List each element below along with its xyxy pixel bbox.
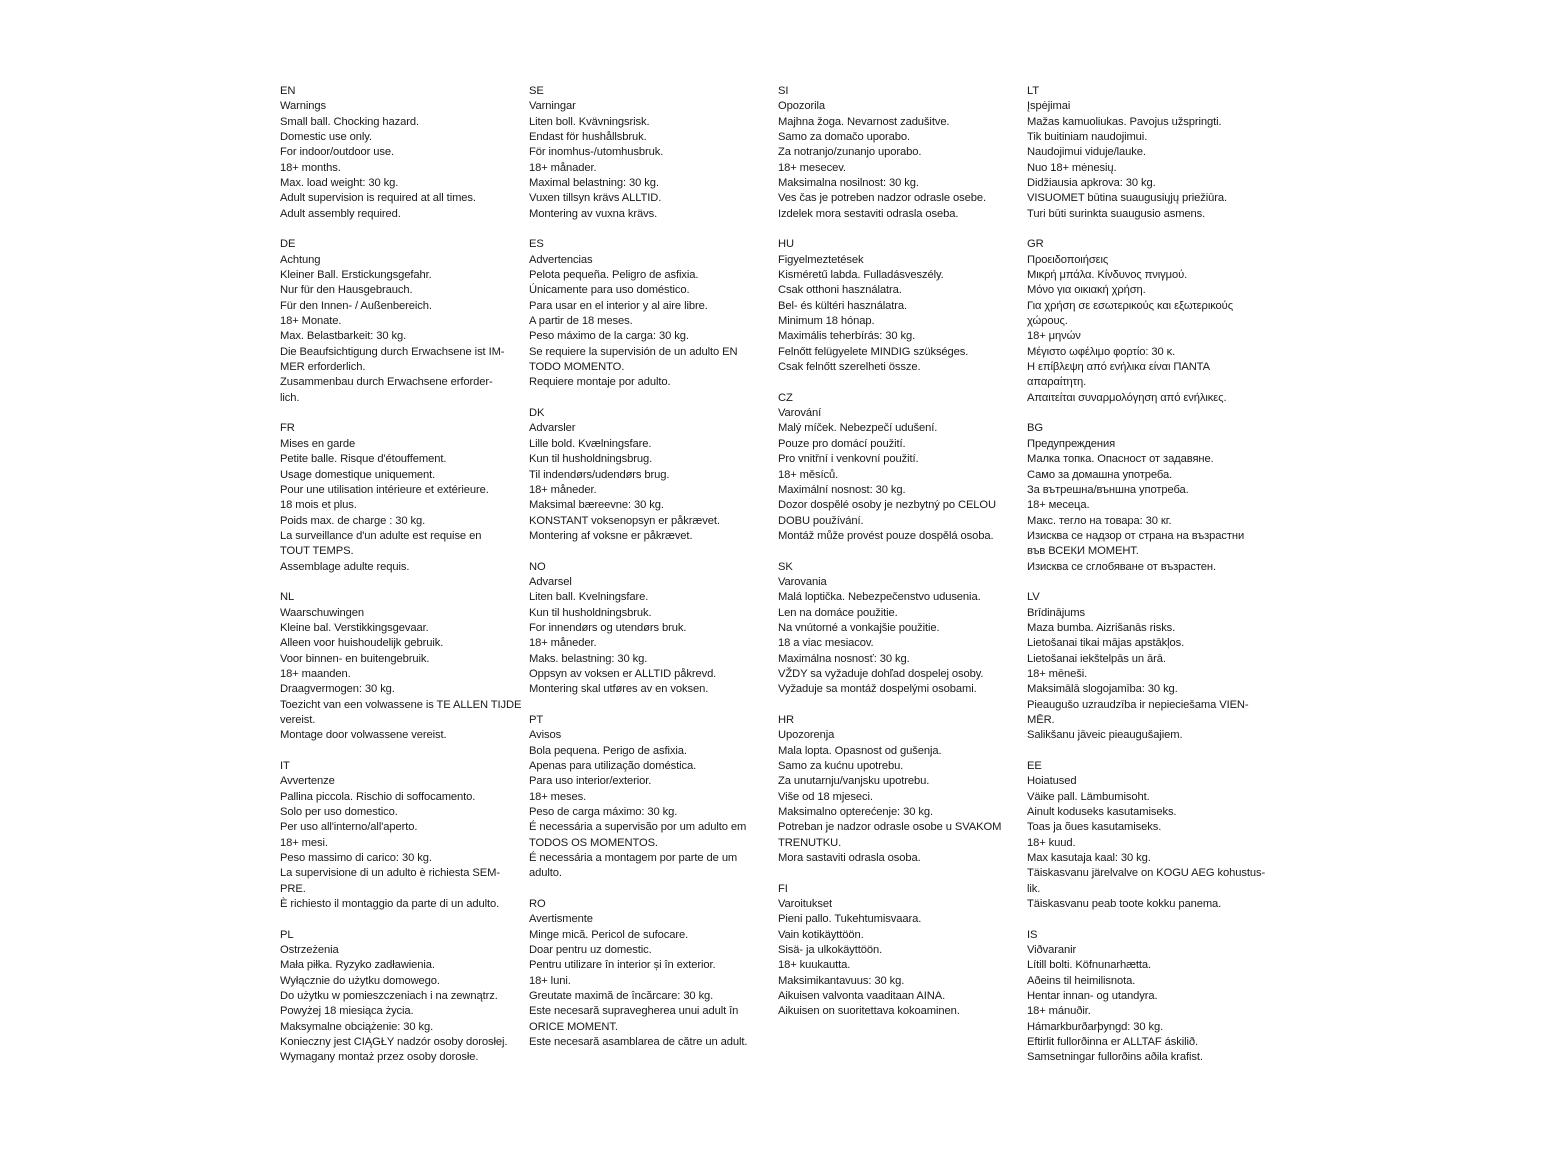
warning-line: La supervisione di un adulto è richiesta SEM- (280, 867, 500, 880)
warning-line: TRENUTKU. (778, 836, 842, 849)
language-code: LT (1027, 85, 1040, 97)
warning-line: Doar pentru uz domestic. (529, 944, 652, 957)
warning-line: Kleiner Ball. Erstickungsgefahr. (280, 269, 432, 282)
warning-line: Mora sastaviti odrasla osoba. (778, 852, 921, 864)
warning-line: Μέγιστο ωφέλιμο φορτίο: 30 κ. (1027, 345, 1176, 358)
warning-line: 18+ luni. (529, 974, 571, 987)
warning-line: For innendørs og utendørs bruk. (529, 621, 687, 634)
language-block-is (1027, 928, 1267, 1066)
warning-line: Pro vnitřní i venkovní použití. (778, 453, 919, 466)
warning-heading: Brīdinājums (1027, 606, 1085, 619)
warning-line: Maksimalno opterećenje: 30 kg. (778, 805, 933, 818)
language-block-fi (778, 882, 1018, 1020)
warning-line: Konieczny jest CIĄGŁY nadzór osoby dorosłej. (280, 1036, 508, 1049)
language-block-gr (1027, 237, 1267, 406)
warning-line: Više od 18 mjeseci. (778, 790, 873, 803)
warning-line: χώρους. (1027, 315, 1068, 328)
warning-line: Väike pall. Lämbumisoht. (1027, 790, 1150, 803)
warning-line: For indoor/outdoor use. (280, 146, 394, 159)
language-block-hu (778, 237, 1018, 375)
warning-line: Oppsyn av voksen er ALLTID påkrevd. (529, 667, 717, 680)
warning-line: Maksimālā slogojamība: 30 kg. (1027, 683, 1178, 696)
warning-heading: Avvertenze (280, 775, 335, 788)
warning-line: Eftirlit fullorðinna er ALLTAF áskilið. (1027, 1036, 1199, 1049)
language-code: PL (280, 928, 294, 941)
warning-line: Csak felnőtt szerelheti össze. (778, 361, 921, 374)
warning-line: Maximálna nosnosť: 30 kg. (778, 652, 910, 665)
warning-line: Sisä- ja ulkokäyttöön. (778, 944, 883, 957)
warning-line: Peso máximo de la carga: 30 kg. (529, 330, 689, 343)
language-code: CZ (778, 391, 793, 404)
warning-line: Maks. belastning: 30 kg. (529, 652, 648, 665)
warning-heading: Varovania (778, 575, 827, 588)
warning-line: Domestic use only. (280, 131, 372, 144)
warning-line: Didžiausia apkrova: 30 kg. (1027, 177, 1156, 190)
warning-line: Απαιτείται συναρμολόγηση από ενήλικες. (1027, 391, 1227, 404)
warning-line: Powyżej 18 miesiąca życia. (280, 1005, 414, 1018)
language-code: DE (280, 238, 296, 251)
language-block-es (529, 237, 769, 390)
language-code: LV (1027, 591, 1040, 604)
warning-line: Samsetningar fullorðins aðila krafist. (1027, 1051, 1203, 1064)
language-code: RO (529, 897, 546, 910)
warning-line: 18+ månader. (529, 161, 597, 174)
warning-line: Wyłącznie do użytku domowego. (280, 974, 440, 987)
warning-line: Endast för hushållsbruk. (529, 131, 647, 144)
language-code: HU (778, 238, 794, 251)
language-block-cz (778, 391, 1018, 544)
warning-line: Per uso all'interno/all'aperto. (280, 821, 418, 834)
warning-line: Len na domáce použitie. (778, 606, 898, 619)
warning-line: 18+ maanden. (280, 667, 351, 680)
warning-line: Nur für den Hausgebrauch. (280, 284, 413, 297)
language-code: PT (529, 713, 544, 726)
warning-line: Draagvermogen: 30 kg. (280, 683, 395, 696)
warning-line: 18+ meses. (529, 790, 587, 803)
warning-line: Montering av vuxna krävs. (529, 207, 658, 220)
language-code: ES (529, 238, 544, 251)
warning-line: Hentar innan- og utandyra. (1027, 990, 1158, 1003)
warning-heading: Avisos (529, 729, 562, 742)
warning-line: Pour une utilisation intérieure et extérieure. (280, 483, 489, 496)
language-code: BG (1027, 422, 1043, 435)
warning-line: Samo za domačo uporabo. (778, 131, 911, 144)
warning-line: Kun til husholdningsbrug. (529, 453, 653, 466)
warning-line: Malý míček. Nebezpečí udušení. (778, 422, 938, 435)
warning-line: Montering af voksne er påkrævet. (529, 529, 693, 542)
warning-line: Solo per uso domestico. (280, 805, 398, 818)
language-code: SI (778, 85, 789, 97)
warning-line: Mała piłka. Ryzyko zadławienia. (280, 959, 435, 972)
warning-line: 18+ months. (280, 161, 341, 174)
language-code: IT (280, 759, 290, 772)
warning-line: Lietošanai iekštelpās un ārā. (1027, 652, 1166, 665)
warning-heading: Upozorenja (778, 729, 835, 742)
language-block-it (280, 759, 520, 912)
warning-line: Toezicht van een volwassene is TE ALLEN TIJDE (280, 698, 522, 711)
language-code: GR (1027, 238, 1044, 251)
warning-line: Para uso interior/exterior. (529, 775, 652, 788)
language-block-dk (529, 406, 769, 544)
warning-line: Únicamente para uso doméstico. (529, 284, 690, 297)
warning-line: Lítill bolti. Köfnunarhætta. (1027, 959, 1152, 972)
warning-line: Max. load weight: 30 kg. (280, 177, 399, 190)
language-block-ee (1027, 759, 1267, 912)
warning-line: Za notranjo/zunanjo uporabo. (778, 146, 922, 159)
language-code: FR (280, 422, 295, 435)
language-block-bg (1027, 421, 1267, 574)
warning-line: MĒR. (1027, 713, 1055, 726)
warning-line: 18+ kuud. (1027, 836, 1076, 849)
warning-line: Lietošanai tikai mājas apstākļos. (1027, 637, 1185, 650)
warning-line: Salikšanu jāveic pieaugušajiem. (1027, 729, 1183, 742)
language-block-lv (1027, 590, 1267, 743)
column-4 (1027, 84, 1267, 1081)
warning-line: Csak otthoni használatra. (778, 284, 902, 297)
warning-line: Kun til husholdningsbruk. (529, 606, 652, 619)
language-block-en (280, 84, 520, 222)
warning-line: Zusammenbau durch Erwachsene erforder- (280, 376, 493, 389)
warning-heading: Advarsel (529, 575, 572, 588)
warning-line: Hámarkburðarþyngd: 30 kg. (1027, 1020, 1164, 1033)
language-code: SE (529, 85, 544, 97)
language-block-ro (529, 897, 769, 1050)
warning-line: Pouze pro domácí použití. (778, 437, 906, 450)
warning-line: Montáž může provést pouze dospělá osoba. (778, 529, 994, 542)
warning-line: Само за домашна употреба. (1027, 468, 1173, 481)
language-block-lt (1027, 84, 1267, 222)
warning-line: Wymagany montaż przez osoby dorosłe. (280, 1051, 479, 1064)
warning-line: Vyžaduje sa montáž dospelými osobami. (778, 683, 977, 696)
warning-line: Η επίβλεψη από ενήλικα είναι ΠΑΝΤΑ (1027, 361, 1210, 374)
warning-line: Tik buitiniam naudojimui. (1027, 131, 1148, 144)
warning-line: É necessária a supervisão por um adulto em (529, 821, 747, 834)
warning-line: Μικρή μπάλα. Κίνδυνος πνιγμού. (1027, 269, 1188, 282)
warning-line: Peso massimo di carico: 30 kg. (280, 852, 432, 864)
warning-line: Do użytku w pomieszczeniach i na zewnątrz. (280, 990, 498, 1003)
warning-line: 18+ měsíců. (778, 468, 839, 481)
warning-line: Maximal belastning: 30 kg. (529, 177, 659, 190)
warning-line: Majhna žoga. Nevarnost zadušitve. (778, 115, 950, 128)
language-block-fr (280, 421, 520, 574)
warning-line: Naudojimui viduje/lauke. (1027, 146, 1146, 159)
warning-line: ORICE MOMENT. (529, 1020, 618, 1033)
warning-heading: Προειδοποιήσεις (1027, 253, 1109, 266)
warning-heading: Viðvaranir (1027, 944, 1077, 957)
warning-line: Aikuisen on suoritettava kokoaminen. (778, 1005, 960, 1018)
language-code: NO (529, 560, 546, 573)
language-block-no (529, 560, 769, 698)
warning-line: Μόνο για οικιακή χρήση. (1027, 284, 1146, 297)
language-block-pt (529, 713, 769, 882)
warning-line: Izdelek mora sestaviti odrasla oseba. (778, 207, 959, 220)
warning-line: Minge mică. Pericol de sufocare. (529, 928, 689, 941)
warning-heading: Advarsler (529, 422, 576, 435)
warning-line: DOBU používání. (778, 514, 864, 527)
warning-heading: Figyelmeztetések (778, 253, 864, 266)
warning-line: Felnőtt felügyelete MINDIG szükséges. (778, 345, 969, 358)
warning-line: Pentru utilizare în interior și în exterior. (529, 959, 716, 972)
warning-line: Montering skal utføres av en voksen. (529, 683, 709, 696)
language-code: DK (529, 407, 545, 420)
warning-line: 18+ Monate. (280, 315, 342, 328)
warning-line: È richiesto il montaggio da parte di un adulto. (280, 898, 500, 911)
warning-line: MER erforderlich. (280, 361, 366, 374)
warning-line: 18 a viac mesiacov. (778, 637, 874, 650)
language-code: FI (778, 882, 788, 895)
warning-line: Lille bold. Kvælningsfare. (529, 437, 652, 450)
warning-line: VISUOMET būtina suaugusiųjų priežiūra. (1027, 192, 1227, 205)
language-block-pl (280, 928, 520, 1066)
warning-line: Изисква се сглобяване от възрастен. (1027, 560, 1216, 573)
warning-line: Apenas para utilização doméstica. (529, 759, 697, 772)
warning-heading: Mises en garde (280, 437, 356, 450)
warning-line: Maksimal bæreevne: 30 kg. (529, 499, 664, 512)
warning-line: Turi būti surinkta suaugusio asmens. (1027, 207, 1206, 220)
warning-line: Greutate maximă de încărcare: 30 kg. (529, 990, 714, 1003)
warning-line: Изисква се надзор от страна на възрастни (1027, 529, 1245, 542)
warning-line: Na vnútorné a vonkajšie použitie. (778, 621, 940, 634)
warning-line: 18+ μηνών (1027, 330, 1081, 343)
warning-heading: Opozorila (778, 100, 825, 113)
warning-line: La surveillance d'un adulte est requise en (280, 529, 482, 542)
warning-line: Peso de carga máximo: 30 kg. (529, 805, 678, 818)
warning-heading: Ostrzeżenia (280, 944, 339, 957)
warning-line: Samo za kućnu upotrebu. (778, 759, 904, 772)
warning-line: Voor binnen- en buitengebruik. (280, 652, 430, 665)
warning-line: För inomhus-/utomhusbruk. (529, 146, 664, 159)
language-block-si (778, 84, 1018, 222)
warning-line: 18+ mesecev. (778, 161, 846, 174)
warning-heading: Avertismente (529, 913, 593, 926)
warning-line: Aikuisen valvonta vaaditaan AINA. (778, 990, 946, 1003)
warning-line: TODO MOMENTO. (529, 361, 625, 374)
warning-line: Alleen voor huishoudelijk gebruik. (280, 637, 444, 650)
warning-line: απαραίτητη. (1027, 376, 1087, 389)
warning-line: Petite balle. Risque d'étouffement. (280, 453, 447, 466)
warning-line: TODOS OS MOMENTOS. (529, 836, 658, 849)
warning-line: Liten ball. Kvelningsfare. (529, 591, 649, 604)
warning-line: Ainult koduseks kasutamiseks. (1027, 805, 1177, 818)
warning-line: Maksimalna nosilnost: 30 kg. (778, 177, 919, 190)
language-block-hr (778, 713, 1018, 866)
warning-line: 18+ mesi. (280, 836, 328, 849)
language-code: EE (1027, 759, 1042, 772)
warning-line: TOUT TEMPS. (280, 545, 354, 558)
language-code: HR (778, 713, 794, 726)
language-code: NL (280, 591, 295, 604)
warning-line: Bola pequena. Perigo de asfixia. (529, 744, 687, 757)
warning-line: lich. (280, 391, 300, 404)
warning-line: Maximális teherbírás: 30 kg. (778, 330, 916, 343)
warning-line: Usage domestique uniquement. (280, 468, 436, 481)
warning-line: Vuxen tillsyn krävs ALLTID. (529, 192, 662, 205)
warning-line: Малка топка. Опасност от задавяне. (1027, 453, 1214, 466)
language-code: IS (1027, 928, 1038, 941)
warning-line: Kisméretű labda. Fulladásveszély. (778, 269, 944, 282)
warning-line: Bel- és kültéri használatra. (778, 299, 908, 312)
warning-line: 18+ месеца. (1027, 499, 1090, 512)
warning-line: Max. Belastbarkeit: 30 kg. (280, 330, 407, 343)
warning-line: За вътрешна/външна употреба. (1027, 483, 1189, 496)
warning-line: Small ball. Chocking hazard. (280, 115, 419, 128)
warning-line: Pieaugušo uzraudzība ir nepieciešama VIEN- (1027, 698, 1249, 711)
language-block-sk (778, 560, 1018, 698)
warning-line: Dozor dospělé osoby je nezbytný po CELOU (778, 499, 997, 512)
warning-line: VŽDY sa vyžaduje dohľad dospelej osoby. (778, 667, 984, 680)
warning-line: 18+ måneder. (529, 637, 597, 650)
warning-line: Toas ja õues kasutamiseks. (1027, 821, 1162, 834)
warning-line: 18+ mēneši. (1027, 667, 1088, 680)
warning-line: Maksymalne obciążenie: 30 kg. (280, 1020, 434, 1033)
warning-heading: Advertencias (529, 253, 593, 266)
warning-line: във ВСЕКИ МОМЕНТ. (1027, 545, 1139, 558)
warning-line: lik. (1027, 882, 1041, 895)
warning-line: PRE. (280, 882, 306, 895)
warning-line: Este necesară asamblarea de către un adult. (529, 1036, 748, 1049)
warning-line: A partir de 18 meses. (529, 315, 633, 328)
warning-line: Pieni pallo. Tukehtumisvaara. (778, 913, 922, 926)
warning-line: 18 mois et plus. (280, 499, 357, 512)
warning-line: Este necesară supravegherea unui adult în (529, 1005, 739, 1018)
warning-line: Requiere montaje por adulto. (529, 376, 671, 389)
warning-line: Täiskasvanu järelvalve on KOGU AEG kohustus- (1027, 867, 1266, 880)
warning-line: Ves čas je potreben nadzor odrasle osebe. (778, 192, 986, 205)
warning-line: Poids max. de charge : 30 kg. (280, 514, 426, 527)
warning-line: Maximální nosnost: 30 kg. (778, 483, 906, 496)
warning-heading: Varování (778, 407, 822, 420)
warning-line: Montage door volwassene vereist. (280, 729, 447, 742)
warning-line: Mala lopta. Opasnost od gušenja. (778, 744, 942, 757)
warning-line: 18+ kuukautta. (778, 959, 851, 972)
warning-line: vereist. (280, 713, 316, 726)
warning-line: Für den Innen- / Außenbereich. (280, 299, 432, 312)
warning-line: Max kasutaja kaal: 30 kg. (1027, 852, 1151, 864)
warning-line: Liten boll. Kvävningsrisk. (529, 115, 650, 128)
column-3 (778, 84, 1018, 1035)
warning-line: Nuo 18+ mėnesių. (1027, 161, 1117, 174)
warning-line: Aðeins til heimilisnota. (1027, 974, 1136, 987)
warning-heading: Waarschuwingen (280, 606, 364, 619)
language-block-se (529, 84, 769, 222)
warning-line: Die Beaufsichtigung durch Erwachsene ist IM- (280, 345, 505, 358)
warning-line: Maza bumba. Aizrišanās risks. (1027, 621, 1176, 634)
warning-heading: Warnings (280, 100, 327, 113)
warning-line: Za unutarnju/vanjsku upotrebu. (778, 775, 930, 788)
warning-line: Malá loptička. Nebezpečenstvo udusenia. (778, 591, 981, 604)
language-code: EN (280, 85, 296, 97)
warning-line: Assemblage adulte requis. (280, 560, 410, 573)
warning-heading: Achtung (280, 253, 321, 266)
warning-line: Maksimikantavuus: 30 kg. (778, 974, 905, 987)
warning-heading: Hoiatused (1027, 775, 1077, 788)
warning-line: Για χρήση σε εσωτερικούς και εξωτερικούς (1027, 299, 1233, 312)
warning-line: 18+ måneder. (529, 483, 597, 496)
warning-line: Kleine bal. Verstikkingsgevaar. (280, 621, 429, 634)
warning-line: Täiskasvanu peab toote kokku panema. (1027, 898, 1222, 911)
warning-heading: Varoitukset (778, 897, 833, 910)
warning-line: Til indendørs/udendørs brug. (529, 468, 670, 481)
language-code: SK (778, 560, 793, 573)
warning-line: Vain kotikäyttöön. (778, 928, 864, 941)
warning-line: Potreban je nadzor odrasle osobe u SVAKOM (778, 821, 1002, 834)
warning-line: Minimum 18 hónap. (778, 315, 875, 328)
warning-line: KONSTANT voksenopsyn er påkrævet. (529, 514, 720, 527)
warning-line: Se requiere la supervisión de un adulto EN (529, 345, 738, 358)
warning-line: Mažas kamuoliukas. Pavojus užspringti. (1027, 115, 1222, 128)
warning-heading: Įspėjimai (1027, 100, 1071, 113)
warning-line: 18+ mánuðir. (1027, 1005, 1091, 1018)
warning-line: Adult supervision is required at all times. (280, 192, 476, 205)
warning-line: adulto. (529, 867, 562, 880)
warning-line: Pelota pequeña. Peligro de asfixia. (529, 269, 699, 282)
warning-heading: Varningar (529, 100, 576, 113)
warning-line: Adult assembly required. (280, 207, 401, 220)
column-1 (280, 84, 520, 1081)
warning-line: Макс. тегло на товара: 30 кг. (1027, 514, 1172, 527)
column-2 (529, 84, 769, 1066)
warning-line: É necessária a montagem por parte de um (529, 852, 738, 864)
warning-line: Pallina piccola. Rischio di soffocamento. (280, 790, 476, 803)
language-block-de (280, 237, 520, 406)
warning-heading: Предупреждения (1027, 437, 1116, 450)
warning-line: Para usar en el interior y al aire libre. (529, 299, 708, 312)
language-block-nl (280, 590, 520, 743)
